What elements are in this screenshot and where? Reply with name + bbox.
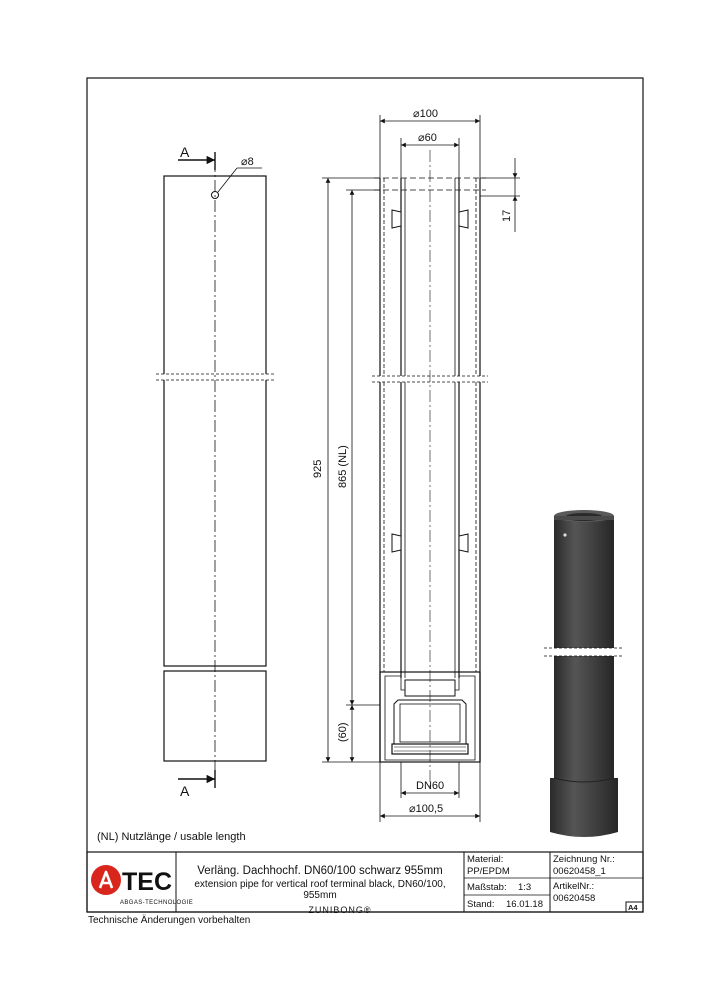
pipe-3d-rendering	[544, 510, 624, 837]
title-english-line1: extension pipe for vertical roof terminal black, DN60/100,	[194, 879, 446, 890]
section-view	[372, 150, 488, 790]
dim-bottom-inner: DN60	[416, 780, 445, 792]
footer-note: Technische Änderungen vorbehalten	[88, 915, 251, 926]
dim-socket-length: (60)	[337, 722, 349, 742]
side-view	[156, 152, 274, 788]
date-value: 16.01.18	[506, 899, 543, 910]
atec-logo	[91, 865, 193, 906]
scale-label: Maßstab:	[467, 882, 507, 893]
legend-note: (NL) Nutzlänge / usable length	[97, 831, 246, 843]
sheet-size: A4	[628, 903, 638, 912]
section-mark-top: A	[180, 144, 190, 160]
dim-outer-diameter: ⌀100	[413, 108, 438, 120]
drawing-number-value: 00620458_1	[553, 866, 606, 877]
hole-diameter-label: ⌀8	[241, 156, 254, 168]
logo-text: TEC	[122, 868, 172, 896]
dim-usable-length: 865 (NL)	[337, 445, 349, 488]
dim-total-length: 925	[312, 459, 324, 478]
dim-top-offset: 17	[501, 209, 513, 222]
material-value: PP/EPDM	[467, 866, 510, 877]
title-german: Verläng. Dachhochf. DN60/100 schwarz 955mm	[197, 865, 443, 877]
dim-inner-diameter: ⌀60	[418, 132, 437, 144]
drawing-number-label: Zeichnung Nr.:	[553, 854, 615, 865]
watermark: ZUNIBONG®	[308, 905, 372, 915]
article-number-value: 00620458	[553, 893, 596, 904]
date-label: Stand:	[467, 899, 495, 910]
section-mark-bottom: A	[180, 783, 190, 799]
article-number-label: ArtikelNr.:	[553, 881, 595, 892]
dim-bottom-outer: ⌀100,5	[409, 803, 444, 815]
material-label: Material:	[467, 854, 504, 865]
scale-value: 1:3	[518, 882, 532, 893]
title-english-line2: 955mm	[303, 890, 337, 901]
logo-subtitle: ABGAS-TECHNOLOGIE	[120, 900, 194, 906]
